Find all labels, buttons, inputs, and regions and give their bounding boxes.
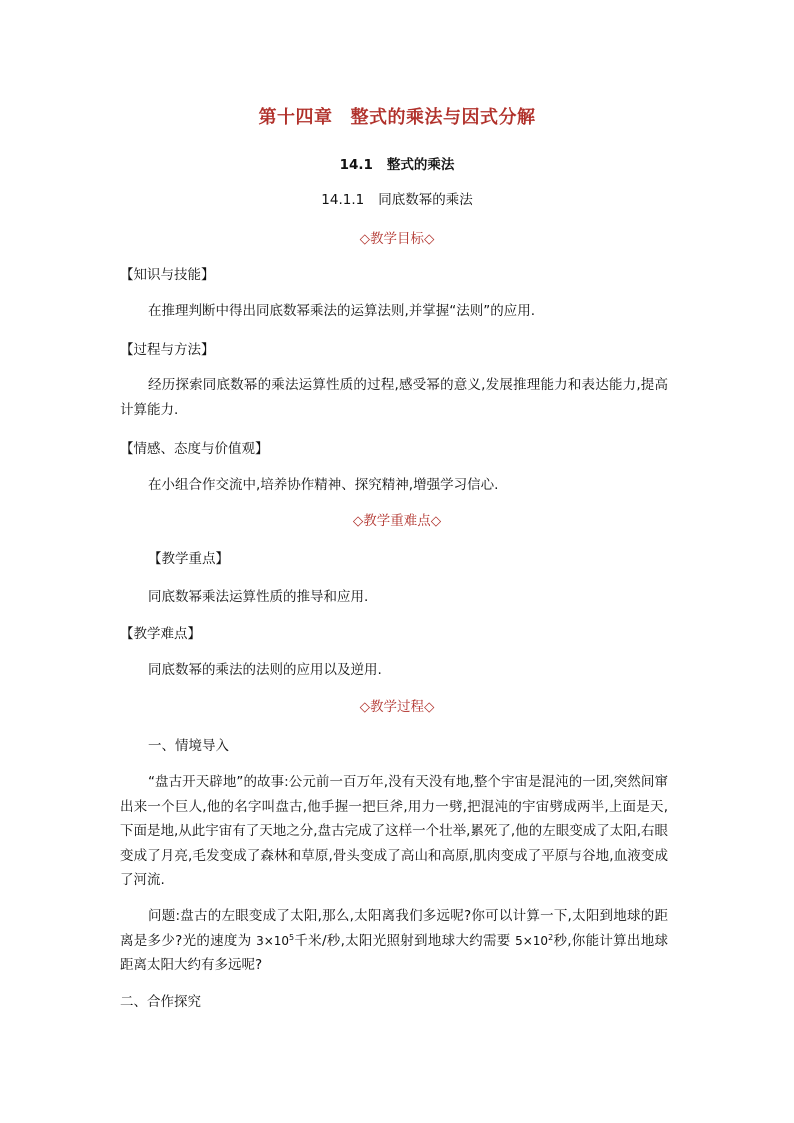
question-text-part3: 秒,你能计算出地球距离太阳大约有多远呢? (120, 932, 668, 973)
subsection-number: 14.1.1 (321, 192, 365, 208)
cooperation-heading: 二、合作探究 (120, 994, 201, 1010)
question-text-part1: 问题:盘古的左眼变成了太阳,那么,太阳离我们多远呢?你可以计算一下,太阳到地球的距离是多少?光的速度为 (120, 908, 668, 949)
light-speed-value (256, 934, 294, 948)
travel-time-mantissa: 5×10 (515, 933, 549, 948)
focus-text: 同底数幂乘法运算性质的推导和应用. (148, 589, 369, 605)
emotion-text: 在小组合作交流中,培养协作精神、探究精神,增强学习信心. (148, 477, 499, 493)
story-paragraph: “盘古开天辟地”的故事:公元前一百万年,没有天没有地,整个宇宙是混沌的一团,突然间窜出来一个巨人,他的名字叫盘古,他手握一把巨斧,用力一劈,把混沌的宇宙劈成两半,上面是天,下面是地,从此宇宙有了天地之分,盘古完成了这样一个壮举,累死了,他的左眼变成了太阳,右眼变成了月亮,毛发变成了森林和草原,骨头变成了高山和高原,肌肉变成了平原与谷地,血液变成了河流. (120, 774, 668, 888)
difficulty-heading: 【教学难点】 (120, 626, 201, 642)
process-heading: ◇教学过程◇ (359, 699, 435, 715)
light-speed-exponent: 5 (289, 932, 295, 942)
difficulty-text: 同底数幂的乘法的法则的应用以及逆用. (148, 662, 382, 678)
focus-heading: 【教学重点】 (148, 551, 229, 567)
knowledge-text: 在推理判断中得出同底数幂乘法的运算法则,并掌握“法则”的应用. (148, 303, 536, 319)
goals-heading: ◇教学目标◇ (359, 231, 435, 247)
process-method-heading: 【过程与方法】 (120, 342, 215, 358)
section-name: 整式的乘法 (386, 157, 455, 173)
key-points-heading: ◇教学重难点◇ (352, 513, 442, 529)
chapter-name: 整式的乘法与因式分解 (350, 107, 536, 128)
travel-time-value (515, 934, 553, 948)
knowledge-heading: 【知识与技能】 (120, 267, 215, 283)
chapter-title (0, 106, 794, 130)
section-title (0, 156, 794, 174)
process-method-text: 经历探索同底数幂的乘法运算性质的过程,感受幂的意义,发展推理能力和表达能力,提高计算能力. (120, 377, 668, 418)
section-number: 14.1 (339, 157, 373, 173)
subsection-title (0, 191, 794, 209)
question-paragraph (120, 904, 668, 978)
light-speed-mantissa: 3×10 (256, 933, 290, 948)
question-text-part2: 千米/秒,太阳光照射到地球大约需要 (294, 932, 516, 949)
intro-heading: 一、情境导入 (148, 738, 229, 754)
subsection-name: 同底数幂的乘法 (378, 192, 473, 208)
travel-time-exponent: 2 (548, 932, 554, 942)
emotion-heading: 【情感、态度与价值观】 (120, 441, 269, 457)
chapter-number: 第十四章 (258, 107, 333, 128)
